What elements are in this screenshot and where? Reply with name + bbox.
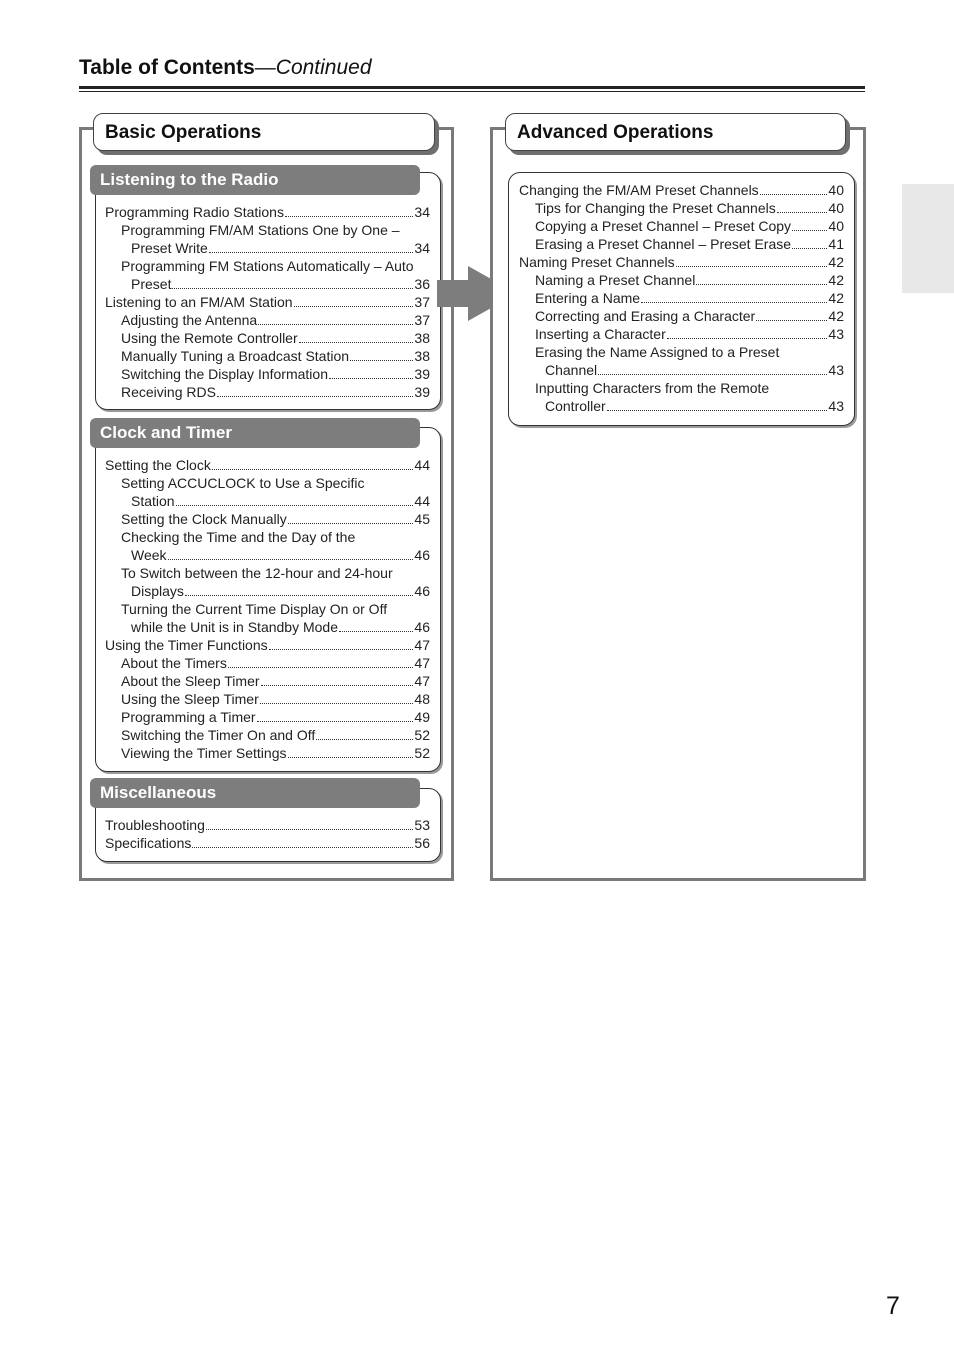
toc-entry[interactable] — [519, 379, 844, 397]
toc-entry[interactable] — [519, 361, 844, 379]
header-rule-thick — [79, 86, 865, 89]
toc-entry[interactable] — [105, 510, 430, 528]
toc-entry-title: Switching the Timer On and Off — [121, 727, 316, 743]
toc-entry[interactable] — [105, 582, 430, 600]
toc-leader-dots — [667, 327, 828, 339]
toc-entry-page: 38 — [414, 330, 430, 346]
toc-entry-title: Specifications — [105, 835, 192, 851]
toc-leader-dots — [209, 241, 414, 253]
toc-list-misc — [105, 816, 430, 852]
toc-entry-page: 38 — [414, 348, 430, 364]
toc-leader-dots — [185, 584, 414, 596]
toc-entry-title: Using the Timer Functions — [105, 637, 268, 653]
toc-leader-dots — [350, 349, 413, 361]
toc-leader-dots — [269, 638, 414, 650]
toc-entry[interactable] — [105, 311, 430, 329]
toc-entry[interactable] — [105, 816, 430, 834]
toc-entry-page: 39 — [414, 366, 430, 382]
toc-entry-title: Listening to an FM/AM Station — [105, 294, 293, 310]
toc-entry-page: 40 — [828, 200, 844, 216]
toc-entry-title: Station — [131, 493, 175, 509]
toc-entry-title: Erasing a Preset Channel – Preset Erase — [535, 236, 792, 252]
toc-entry-title: About the Sleep Timer — [121, 673, 260, 689]
toc-leader-dots — [285, 205, 413, 217]
toc-entry[interactable] — [105, 383, 430, 401]
toc-entry-title: Preset Write — [131, 240, 208, 256]
toc-entry[interactable] — [105, 221, 430, 239]
toc-list-advanced — [519, 181, 844, 415]
toc-entry[interactable] — [519, 397, 844, 415]
toc-entry[interactable] — [105, 834, 430, 852]
toc-leader-dots — [212, 458, 414, 470]
toc-entry[interactable] — [105, 744, 430, 762]
toc-entry[interactable] — [105, 293, 430, 311]
toc-entry-title: Viewing the Timer Settings — [121, 745, 287, 761]
toc-list-radio — [105, 203, 430, 401]
page-title — [79, 56, 865, 80]
page-title-text: Table of Contents — [79, 56, 255, 79]
toc-entry-title: Setting ACCUCLOCK to Use a Specific — [121, 475, 365, 491]
toc-entry-page: 52 — [414, 727, 430, 743]
toc-leader-dots — [607, 399, 828, 411]
toc-entry[interactable] — [105, 564, 430, 582]
section-heading-clock: Clock and Timer — [90, 418, 420, 448]
toc-list-clock — [105, 456, 430, 762]
toc-entry-page: 42 — [828, 254, 844, 270]
toc-entry-page: 45 — [414, 511, 430, 527]
toc-entry[interactable] — [519, 289, 844, 307]
toc-leader-dots — [339, 620, 413, 632]
toc-entry[interactable] — [519, 307, 844, 325]
toc-entry[interactable] — [105, 708, 430, 726]
toc-entry-page: 36 — [414, 276, 430, 292]
toc-leader-dots — [228, 656, 414, 668]
toc-leader-dots — [257, 710, 414, 722]
toc-entry[interactable] — [105, 492, 430, 510]
toc-entry[interactable] — [519, 217, 844, 235]
toc-entry-page: 56 — [414, 835, 430, 851]
toc-entry-page: 46 — [414, 583, 430, 599]
toc-leader-dots — [192, 836, 413, 848]
toc-leader-dots — [176, 494, 414, 506]
toc-entry-title: Programming Radio Stations — [105, 204, 284, 220]
toc-entry-page: 42 — [828, 290, 844, 306]
toc-entry[interactable] — [105, 275, 430, 293]
toc-entry-page: 44 — [414, 493, 430, 509]
toc-entry[interactable] — [519, 325, 844, 343]
toc-leader-dots — [217, 385, 413, 397]
toc-entry-title: Correcting and Erasing a Character — [535, 308, 756, 324]
toc-leader-dots — [172, 277, 413, 289]
page-number: 7 — [886, 1292, 900, 1320]
section-heading-radio: Listening to the Radio — [90, 165, 420, 195]
toc-leader-dots — [756, 309, 827, 321]
toc-entry[interactable] — [519, 253, 844, 271]
section-heading-misc: Miscellaneous — [90, 778, 420, 808]
toc-leader-dots — [258, 313, 413, 325]
toc-leader-dots — [329, 367, 413, 379]
toc-entry[interactable] — [105, 654, 430, 672]
toc-entry[interactable] — [105, 600, 430, 618]
toc-entry-title: Programming FM/AM Stations One by One – — [121, 222, 400, 238]
toc-entry-title: Changing the FM/AM Preset Channels — [519, 182, 759, 198]
toc-leader-dots — [792, 237, 827, 249]
toc-entry-page: 47 — [414, 673, 430, 689]
toc-entry-title: Receiving RDS — [121, 384, 216, 400]
toc-entry[interactable] — [105, 546, 430, 564]
toc-leader-dots — [299, 331, 414, 343]
toc-entry-page: 46 — [414, 547, 430, 563]
toc-entry[interactable] — [105, 329, 430, 347]
toc-entry-title: Week — [131, 547, 167, 563]
toc-entry-title: To Switch between the 12-hour and 24-hour — [121, 565, 393, 581]
toc-entry-page: 40 — [828, 218, 844, 234]
toc-entry-page: 49 — [414, 709, 430, 725]
toc-entry-title: Inputting Characters from the Remote — [535, 380, 770, 396]
toc-entry-page: 41 — [828, 236, 844, 252]
toc-entry[interactable] — [105, 618, 430, 636]
toc-entry-title: Entering a Name — [535, 290, 641, 306]
toc-entry[interactable] — [105, 203, 430, 221]
toc-entry[interactable] — [105, 257, 430, 275]
toc-entry[interactable] — [105, 239, 430, 257]
toc-leader-dots — [260, 692, 414, 704]
toc-entry[interactable] — [519, 181, 844, 199]
toc-entry-title: while the Unit is in Standby Mode — [131, 619, 338, 635]
toc-leader-dots — [760, 183, 828, 195]
toc-entry-page: 43 — [828, 326, 844, 342]
toc-entry-title: Copying a Preset Channel – Preset Copy — [535, 218, 792, 234]
toc-entry-title: Naming Preset Channels — [519, 254, 675, 270]
toc-entry-title: Channel — [545, 362, 598, 378]
toc-entry-title: Tips for Changing the Preset Channels — [535, 200, 776, 216]
toc-entry-title: Using the Remote Controller — [121, 330, 298, 346]
toc-entry-page: 37 — [414, 294, 430, 310]
toc-entry-title: Displays — [131, 583, 184, 599]
toc-entry-page: 39 — [414, 384, 430, 400]
toc-entry-page: 53 — [414, 817, 430, 833]
toc-entry-title: Adjusting the Antenna — [121, 312, 258, 328]
toc-entry[interactable] — [105, 456, 430, 474]
toc-entry[interactable] — [519, 343, 844, 361]
toc-entry-title: Using the Sleep Timer — [121, 691, 259, 707]
toc-entry-page: 34 — [414, 204, 430, 220]
toc-leader-dots — [777, 201, 828, 213]
toc-entry[interactable] — [519, 235, 844, 253]
basic-operations-title: Basic Operations — [93, 113, 435, 151]
toc-entry-title: Naming a Preset Channel — [535, 272, 696, 288]
toc-entry[interactable] — [105, 365, 430, 383]
toc-entry[interactable] — [519, 271, 844, 289]
toc-entry-page: 42 — [828, 272, 844, 288]
toc-entry-title: Troubleshooting — [105, 817, 205, 833]
toc-entry-title: Controller — [545, 398, 606, 414]
toc-leader-dots — [206, 818, 414, 830]
toc-entry-page: 52 — [414, 745, 430, 761]
toc-leader-dots — [676, 255, 828, 267]
toc-entry[interactable] — [105, 347, 430, 365]
toc-entry[interactable] — [105, 672, 430, 690]
toc-leader-dots — [261, 674, 414, 686]
side-tab-marker — [902, 184, 954, 293]
advanced-operations-title: Advanced Operations — [505, 113, 846, 151]
toc-entry-title: Preset — [131, 276, 172, 292]
toc-entry-page: 43 — [828, 362, 844, 378]
toc-leader-dots — [696, 273, 827, 285]
toc-entry-page: 42 — [828, 308, 844, 324]
toc-leader-dots — [641, 291, 827, 303]
toc-entry-title: Setting the Clock — [105, 457, 211, 473]
toc-entry-title: Erasing the Name Assigned to a Preset — [535, 344, 780, 360]
toc-leader-dots — [792, 219, 827, 231]
toc-leader-dots — [288, 746, 414, 758]
toc-leader-dots — [168, 548, 414, 560]
toc-entry-title: Manually Tuning a Broadcast Station — [121, 348, 350, 364]
toc-leader-dots — [316, 728, 413, 740]
toc-entry-page: 48 — [414, 691, 430, 707]
toc-entry-page: 47 — [414, 655, 430, 671]
toc-entry-title: Programming FM Stations Automatically – Auto — [121, 258, 414, 274]
toc-entry[interactable] — [105, 726, 430, 744]
toc-entry-page: 40 — [828, 182, 844, 198]
toc-entry-page: 37 — [414, 312, 430, 328]
toc-entry-page: 47 — [414, 637, 430, 653]
toc-entry-title: Programming a Timer — [121, 709, 256, 725]
toc-entry-title: Setting the Clock Manually — [121, 511, 287, 527]
page-title-continued: —Continued — [254, 56, 372, 79]
toc-leader-dots — [288, 512, 414, 524]
toc-entry-title: Switching the Display Information — [121, 366, 328, 382]
toc-entry[interactable] — [519, 199, 844, 217]
toc-entry[interactable] — [105, 528, 430, 546]
toc-entry[interactable] — [105, 636, 430, 654]
toc-entry-title: Turning the Current Time Display On or Off — [121, 601, 388, 617]
toc-entry[interactable] — [105, 690, 430, 708]
toc-entry-title: Inserting a Character — [535, 326, 666, 342]
toc-leader-dots — [598, 363, 827, 375]
toc-leader-dots — [294, 295, 414, 307]
toc-entry-page: 43 — [828, 398, 844, 414]
header-rule-thin — [79, 91, 865, 92]
toc-entry-page: 46 — [414, 619, 430, 635]
toc-entry[interactable] — [105, 474, 430, 492]
toc-entry-page: 44 — [414, 457, 430, 473]
toc-entry-title: About the Timers — [121, 655, 227, 671]
toc-entry-page: 34 — [414, 240, 430, 256]
toc-entry-title: Checking the Time and the Day of the — [121, 529, 356, 545]
